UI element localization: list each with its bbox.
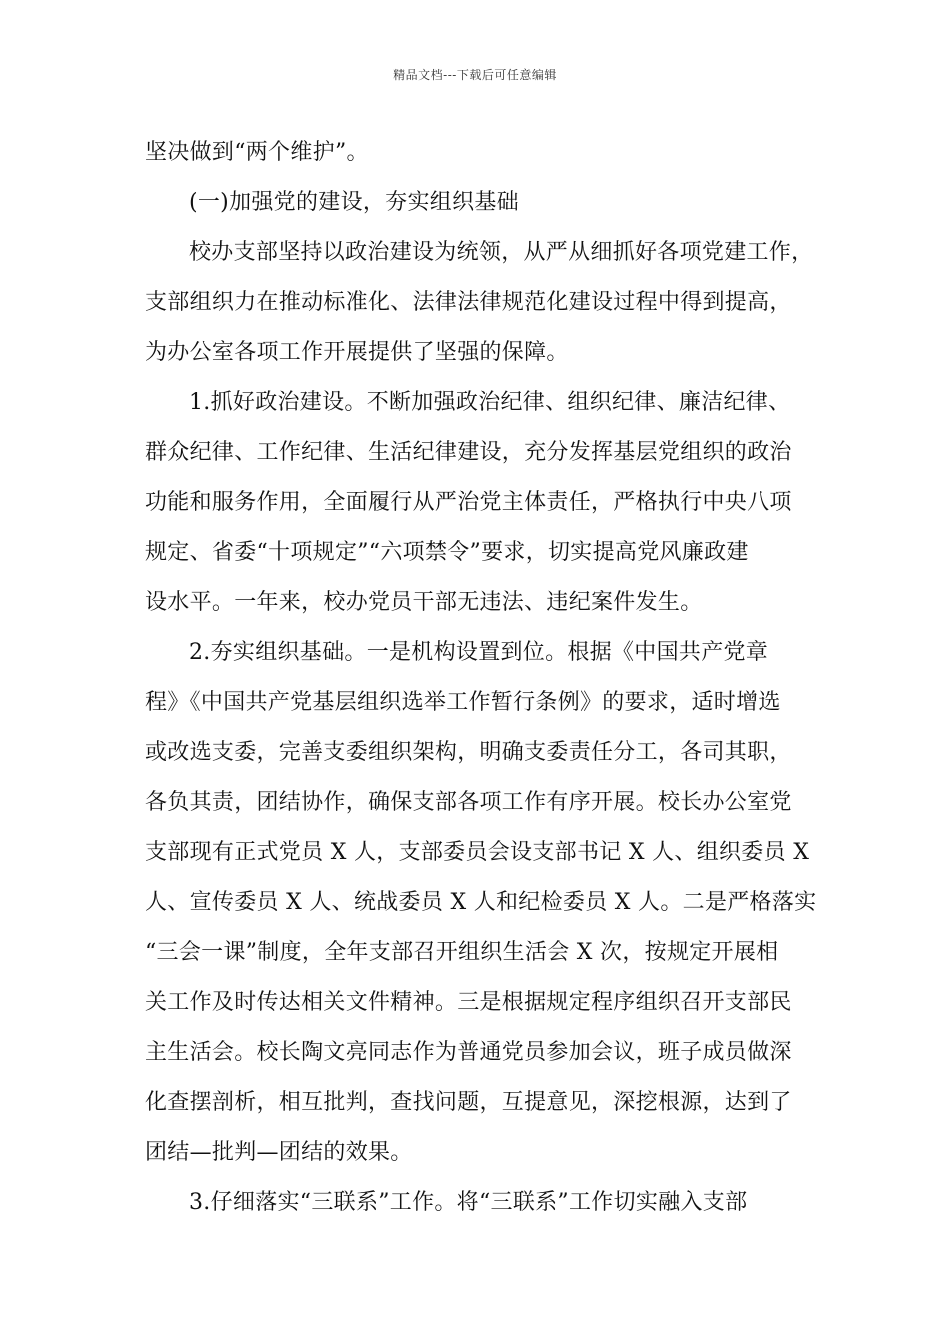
text-line: 程》《中国共产党基层组织选举工作暂行条例》的要求，适时增选 <box>145 690 781 715</box>
text-line: 坚决做到“两个维护”。 <box>145 140 369 165</box>
text-line: 功能和服务作用，全面履行从严治党主体责任，严格执行中央八项 <box>145 490 792 515</box>
page-header: 精品文档---下载后可任意编辑 <box>393 68 557 82</box>
text-line: 主生活会。校长陶文亮同志作为普通党员参加会议，班子成员做深 <box>145 1040 792 1065</box>
text-line: 群众纪律、工作纪律、生活纪律建设，充分发挥基层党组织的政治 <box>145 440 792 465</box>
text-line: 3.仔细落实“三联系”工作。将“三联系”工作切实融入支部 <box>189 1190 748 1215</box>
text-line: 为办公室各项工作开展提供了坚强的保障。 <box>145 340 569 365</box>
text-line: 或改选支委，完善支委组织架构，明确支委责任分工，各司其职， <box>145 740 792 765</box>
text-line: “三会一课”制度，全年支部召开组织生活会 X 次，按规定开展相 <box>145 940 779 965</box>
text-line: 支部现有正式党员 X 人，支部委员会设支部书记 X 人、组织委员 X <box>145 840 810 865</box>
text-line: 化查摆剖析，相互批判，查找问题，互提意见，深挖根源，达到了 <box>145 1090 792 1115</box>
text-line: 团结—批判—团结的效果。 <box>145 1140 413 1165</box>
text-line: 关工作及时传达相关文件精神。三是根据规定程序组织召开支部民 <box>145 990 792 1015</box>
text-line: 设水平。一年来，校办党员干部无违法、违纪案件发生。 <box>145 590 703 615</box>
text-line: 人、宣传委员 X 人、统战委员 X 人和纪检委员 X 人。二是严格落实 <box>145 890 817 915</box>
text-line: 1.抓好政治建设。不断加强政治纪律、组织纪律、廉洁纪律、 <box>189 390 791 415</box>
document-body <box>145 128 817 1228</box>
text-line: 2.夯实组织基础。一是机构设置到位。根据《中国共产党章 <box>189 640 769 665</box>
text-line: 校办支部坚持以政治建设为统领，从严从细抓好各项党建工作， <box>189 240 814 265</box>
text-line: 规定、省委“十项规定”“六项禁令”要求，切实提高党风廉政建 <box>145 540 749 565</box>
text-line: 支部组织力在推动标准化、法律法律规范化建设过程中得到提高， <box>145 290 792 315</box>
text-line: 各负其责，团结协作，确保支部各项工作有序开展。校长办公室党 <box>145 790 792 815</box>
section-heading: (一)加强党的建设，夯实组织基础 <box>189 190 519 215</box>
